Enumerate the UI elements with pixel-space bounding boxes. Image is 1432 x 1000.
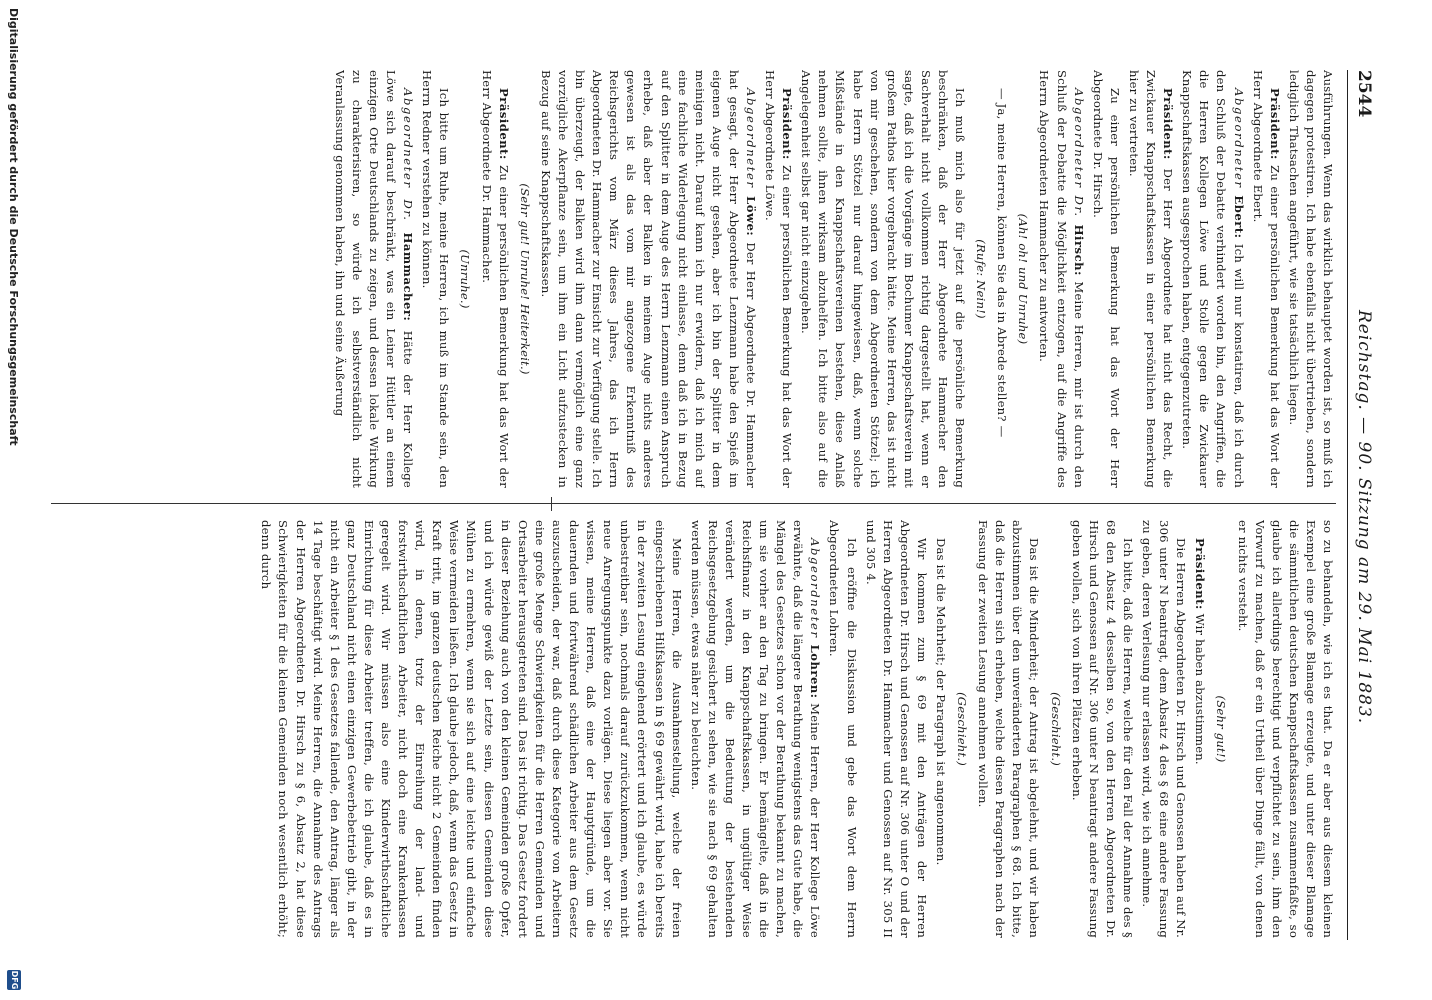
page-number: 2544 xyxy=(1354,70,1374,118)
page-title: Reichstag. — 90. Sitzung am 29. Mai 1883. xyxy=(1354,310,1374,725)
speaker-name: Ebert: xyxy=(1231,195,1246,239)
footer-attribution: Digitalisierung gefördert durch die Deutsche Forschungsgemeinschaft xyxy=(7,8,20,446)
text-paragraph: Das ist die Mehrheit; der Paragraph ist angenommen. xyxy=(934,538,949,866)
speech-text: Hätte der Herr Kollege Löwe sich darauf beschränkt, was ein Leiner Hüttler an einem einzigen Orte Deutschlands zu zeigen, und dessen lokale Wirkung zu charakterisiren, so würde ich selbstverständlich nicht Veranlassung genommen haben, ihn und seine Äußerung xyxy=(332,70,416,488)
speaker-name: Präsident: xyxy=(1193,538,1208,610)
text-column-right xyxy=(46,520,1336,938)
speech-paragraph xyxy=(331,70,416,488)
speaker-title: Abgeordneter xyxy=(744,88,758,197)
stage-direction: (Rufe: Nein!) xyxy=(974,239,989,319)
text-paragraph: Ausführungen. Wenn das wirklich behauptet worden ist, so muß ich dagegen protestiren. Ich habe ebenfalls nicht übertrieben, sondern lediglich Thatsachen angeführt, wie sie tatsächlich liegen. xyxy=(1286,70,1335,488)
speech-paragraph xyxy=(687,520,824,938)
text-paragraph: Die Herren Abgeordneten Dr. Hirsch und Genossen haben auf Nr. 306 unter N beantragt, dem Absatz 4 des § 68 eine andere Fassung zu geben, deren Verlesung nur erlassen wird, wie ich annehme. xyxy=(1140,520,1189,938)
speaker-title: Abgeordneter Dr. xyxy=(401,88,416,233)
speaker-name: Hirsch: xyxy=(1071,224,1086,276)
speech-text: Der Herr Abgeordnete Dr. Hammacher hat gesagt, der Herr Abgeordnete Lenzmann habe den Spieß im eigenen Auge nicht gesehen, aber ich bin der Splitter in dem meinigen nicht. Darauf kann ich nur erwidern, daß ich mich auf eine fachliche Widerlegung nicht einlasse, denn daß ich in Bezug auf den Splitter in dem Auge des Herrn Lenzmann einen Anspruch erhebe, daß aber der Balken in meinem Auge nichts anderes gewesen ist als das vom mir angezogene Erkenntniß des Reichsgerichts vom März dieses Jahres, das ich Herrn Abgeordneten Dr. Hammacher zur Einsicht zur Verfügung stelle. Ich bin überzeugt, der Balken wird ihm dann vermöglich eine ganz vorzügliche Akerpflanze sein, um ihm ein Licht aufzustecken in Bezug auf seine Knappschaftskassen. xyxy=(538,70,758,488)
text-paragraph: Ich eröffne die Diskussion und gebe das Wort dem Herrn Abgeordneten Lohren. xyxy=(827,520,859,938)
page-footer xyxy=(0,0,24,1000)
speaker-name: Lohren: xyxy=(808,644,823,699)
text-paragraph: so zu behandeln, wie ich es that. Da er aber aus diesem kleinen Exempel eine große Blamage erzeugte, und unter dieser Blamage die sämmtlichen deutschen Knappschaftskassen zusammenfaßte, so glaube ich allerdings berechtigt und verpflichtet zu sein, ihm den Vorwurf zu machen, daß er ein Urtheil über Dinge fällt, von denen er nichts versteht. xyxy=(1235,520,1335,938)
speech-text: Meine Herren, der Herr Kollege Löwe erwähnte, daß die längere Berathung wenigstens das Gute habe, die Mängel des Gesetzes schon vor der Berathung bekannt zu machen, um sie vorher an den Tag zu bringen. Er bemängelte, daß in die Reichsfinanz in den Knappschaftskassen, in ungültiger Weise verändert werden, um die Bedeutung der bestehenden Reichsgesetzgebung gesichert zu sehen, wie sie nach § 69 gehalten werden müssen, etwas näher zu beleuchten. xyxy=(688,520,823,938)
speech-text: Der Herr Abgeordnete hat nicht das Recht, die Zwickauer Knappschaftskassen in einer persönlichen Bemerkung hier zu vertreten. xyxy=(1126,70,1176,488)
speaker-title: Abgeordneter xyxy=(808,538,823,645)
text-paragraph: Ich muß mich also für jetzt auf die persönliche Bemerkung beschränken, daß der Herr Abgeordnete Hammacher den Sachverhalt nicht vollkommen richtig dargestellt hat, wenn er sagte, daß ich die Vorgänge im Bochumer Knappschaftsverein mit großem Pathos hier vorgebracht hätte. Meine Herren, das ist nicht von mir geschehen, sondern von dem Abgeordneten Stötzel; ich habe Herrn Stötzel nur darauf hingewiesen, daß, wenn solche Mißstände in den Knappschaftsvereinen bestehen, diese Anlaß nehmen sollte, ihnen wirksam abzuhelfen. Ich bitte also auf die Angelegenheit selbst gar nicht einzugehen. xyxy=(799,70,968,488)
speech-paragraph xyxy=(537,70,759,488)
speech-paragraph xyxy=(761,70,795,488)
speech-text: Zu einer persönlichen Bemerkung hat das Wort der Herr Abgeordnete Ebert. xyxy=(1250,70,1282,488)
dfg-logo: DFG xyxy=(7,970,21,990)
speaker-name: Präsident: xyxy=(1161,88,1176,160)
page-header xyxy=(1347,70,1382,940)
speech-text: Zu einer persönlichen Bemerkung hat das Wort der Herr Abgeordnete Löwe. xyxy=(763,70,795,488)
text-paragraph: — Ja, meine Herren, können Sie das in Abrede stellen? — xyxy=(995,88,1010,438)
text-paragraph: Wir kommen zum § 69 mit den Anträgen der Herren Abgeordneten Dr. Hirsch und Genossen auf Nr. 306 unter O und der Herren Abgeordneten Dr. Hammacher und Genossen auf Nr. 305 II und 305 4. xyxy=(863,520,929,938)
speaker-name: Hammacher: xyxy=(401,232,416,322)
speech-text: Zu einer persönlichen Bemerkung hat das Wort der Herr Abgeordnete Dr. Hammacher. xyxy=(479,70,511,488)
text-column-left xyxy=(46,70,1336,488)
text-paragraph: Zu einer persönlichen Bemerkung hat das Wort der Herr Abgeordnete Dr. Hirsch. xyxy=(1090,70,1122,488)
stage-direction: (Geschieht.) xyxy=(1048,692,1063,766)
text-paragraph: Meine Herren, die Ausnahmestellung, welche der freien eingeschriebenen Hilfskassen in § 69 gewährt wird, habe ich bereits in der zweiten Lesung eingehend erörtert und ich glaube, es würde unbestreitbar sein, nochmals darauf zurückzukommen, wenn nicht neue Anregungspunkte dazu vorlägen. Diese liegen aber vor. Sie wissen, meine Herren, daß eine der Hauptgründe, um die dauernden und fortwährend schädlichen Arbeiter aus dem Gesetz auszuscheiden, der war, daß durch diese Kategorie von Arbeitern eine große Menge Schwierigkeiten für die Herren Gemeinden und Ortsarbeiter herausgetreten sind. Das ist richtig. Das Gesetz fordert in dieser Beziehung auch von den kleinen Gemeinden große Opfer, und ich würde gewiß der Letzte sein, diesen Gemeinden diese Mühen zu ermehren, wenn sie sich auf eine leichte und einfache Weise vermeiden ließen. Ich glaube jedoch, daß, wenn das Gesetz in Kraft tritt, im ganzen deutschen Reiche nicht 2 Gemeinden finden wird, in denen, trotz der Einreihung der land- und forstwirthschaftlichen Arbeiter, nicht doch eine Krankenkassen geregelt wird. Wir müssen also eine Kinderwirthschaftliche Einrichtung für diese Arbeiter treffen, die ich glaube, daß es in ganz Deutschland nicht einen einzigen Gewerbebetrieb gibt, in der nicht ein Arbeiter § 1 des Gesetzes fallende, den Antrag, länger als 14 Tage beschäftigt wird. Meine Herren, die Annahme des Antrags der Herren Abgeordneten Dr. Hirsch zu § 6, Absatz 2, hat diese Schwierigkeiten für die kleinen Gemeinden noch wesentlich erhöht; denn durch xyxy=(259,520,684,938)
speech-text: Wir haben abzustimmen. xyxy=(1193,609,1208,765)
column-divider xyxy=(51,503,1336,504)
speech-paragraph xyxy=(1249,70,1283,488)
text-paragraph: Das ist die Minderheit; der Antrag ist abgelehnt, und wir haben abzustimmen über den unveränderten Paragraphen § 68. Ich bitte, daß die Herren sich erheben, welche diesen Paragraphen nach der Fassung der zweiten Lesung annehmen wollen. xyxy=(976,520,1042,938)
text-paragraph: Ich bitte, daß die Herren, welche für den Fall der Annahme des § 68 den Absatz 4 desselben so, von den Herren Abgeordneten Dr. Hirsch und Genossen auf Nr. 306 unter N beantragt andere Fassung geben wollen, sich von ihren Plätzen erheben. xyxy=(1069,520,1135,938)
speech-text: Meine Herren, mir ist durch den Schluß der Debatte die Möglichkeit entzogen, auf die Angriffe des Herrn Abgeordneten Hammacher zu antworten. xyxy=(1037,70,1086,488)
speaker-name: Präsident: xyxy=(496,88,511,160)
stage-direction: (Ah! oh! und Unruhe) xyxy=(1016,213,1031,345)
speech-paragraph xyxy=(1035,70,1086,488)
speaker-name: Präsident: xyxy=(1267,88,1282,160)
speaker-title: Abgeordneter xyxy=(1231,88,1246,196)
speech-text: Ich will nur konstatiren, daß ich durch den Schluß der Debatte verhindert worden bin, den Angriffen, die die Herren Kollegen Löwe und Stolle gegen die Zwickauer Knappschaftskassen ausgesprochen haben, entgegenzutreten. xyxy=(1180,70,1246,488)
stage-direction: (Sehr gut! Unruhe! Heiterkeit.) xyxy=(517,183,532,375)
stage-direction: (Unruhe.) xyxy=(458,249,473,309)
speech-paragraph xyxy=(1191,520,1208,938)
speaker-title: Abgeordneter Dr. xyxy=(1071,88,1086,225)
speaker-name: Löwe: xyxy=(744,196,758,237)
speech-paragraph xyxy=(478,70,512,488)
column-divider-tick xyxy=(551,497,552,511)
speech-paragraph xyxy=(1125,70,1176,488)
speech-paragraph xyxy=(1178,70,1246,488)
stage-direction: (Geschieht.) xyxy=(955,692,970,766)
text-paragraph: Ich bitte um Ruhe, meine Herren, ich muß im Stande sein, den Herrn Redner verstehen zu können. xyxy=(420,70,452,488)
stage-direction: (Sehr gut!) xyxy=(1214,695,1229,763)
speaker-name: Präsident: xyxy=(780,88,795,160)
